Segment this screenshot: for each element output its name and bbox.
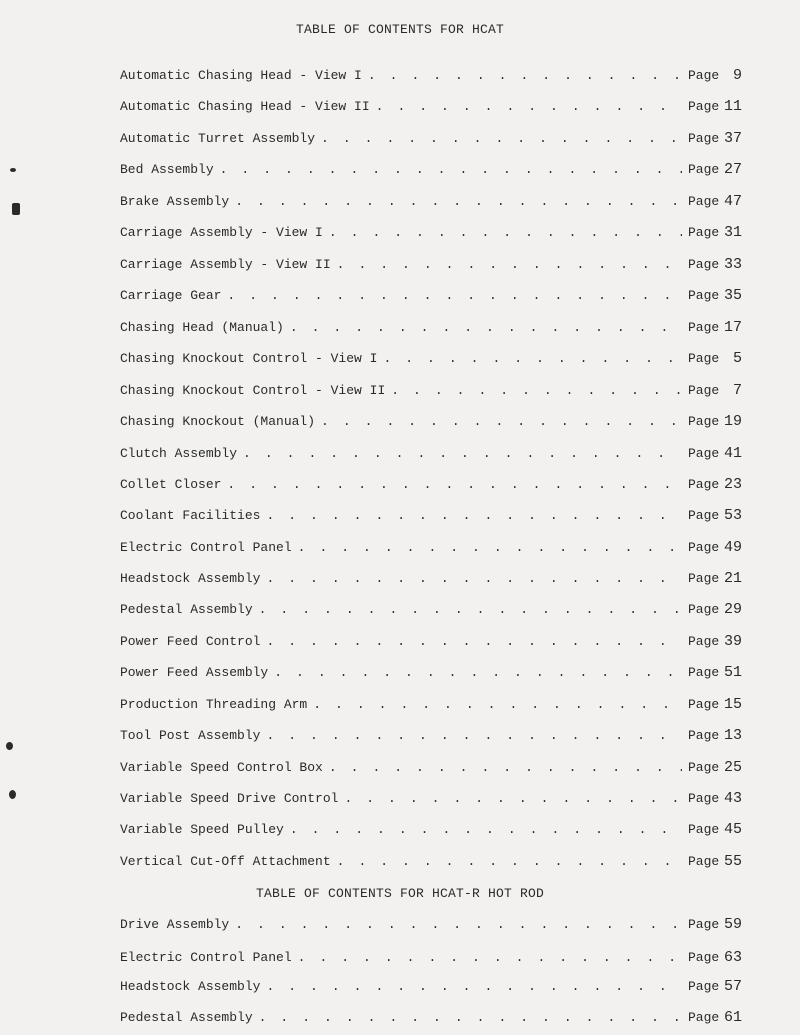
- scan-speck: [9, 790, 16, 799]
- toc-page-ref: [688, 664, 742, 681]
- toc-page-number: 61: [723, 1009, 742, 1026]
- toc-entry: [120, 193, 742, 213]
- toc-entry-label: Coolant Facilities: [120, 508, 261, 523]
- toc-entry-label: Automatic Chasing Head - View I: [120, 68, 362, 83]
- toc-page-number: 21: [723, 570, 742, 587]
- toc-entry-label: Production Threading Arm: [120, 697, 308, 712]
- toc-page-word: Page: [688, 697, 720, 712]
- toc-entry-label: Headstock Assembly: [120, 571, 261, 586]
- toc-entry-label: Power Feed Assembly: [120, 665, 269, 680]
- toc-dot-leader: [220, 162, 682, 177]
- toc-page-number: 41: [723, 445, 742, 462]
- toc-dot-leader: [266, 571, 682, 586]
- toc-page-number: 33: [723, 256, 742, 273]
- toc-entry-label: Chasing Head (Manual): [120, 320, 284, 335]
- toc-entry-label: Pedestal Assembly: [120, 602, 253, 617]
- toc-page-number: 39: [723, 633, 742, 650]
- toc-entry: [120, 161, 742, 181]
- toc-entry: [120, 1009, 742, 1029]
- toc-page-word: Page: [688, 257, 720, 272]
- toc-entry-label: Carriage Gear: [120, 288, 222, 303]
- toc-entry: [120, 949, 742, 969]
- toc-page-word: Page: [688, 288, 720, 303]
- toc-entry-label: Tool Post Assembly: [120, 728, 261, 743]
- toc-dot-leader: [227, 288, 682, 303]
- toc-page-number: 9: [732, 67, 742, 84]
- toc-page-ref: [688, 287, 742, 304]
- toc-page-ref: [688, 978, 742, 995]
- toc-page-number: 63: [723, 949, 742, 966]
- toc-entry-label: Electric Control Panel: [120, 540, 292, 555]
- toc-entry-label: Pedestal Assembly: [120, 1010, 253, 1025]
- toc-entry: [120, 476, 742, 496]
- toc-dot-leader: [235, 917, 682, 932]
- toc-page-word: Page: [688, 540, 720, 555]
- toc-page-number: 49: [723, 539, 742, 556]
- toc-dot-leader: [321, 414, 682, 429]
- toc-entry: [120, 224, 742, 244]
- toc-page-ref: [688, 601, 742, 618]
- toc-dot-leader: [274, 665, 682, 680]
- toc-dot-leader: [266, 634, 682, 649]
- toc-entry-label: Electric Control Panel: [120, 950, 292, 965]
- toc-dot-leader: [290, 320, 682, 335]
- toc-entry-label: Brake Assembly: [120, 194, 230, 209]
- toc-entry: [120, 445, 742, 465]
- toc-dot-leader: [227, 477, 682, 492]
- toc-page-number: 53: [723, 507, 742, 524]
- toc-page-number: 29: [723, 601, 742, 618]
- toc-dot-leader: [259, 1010, 682, 1025]
- toc-page-number: 59: [723, 916, 742, 933]
- toc-page-ref: [688, 1009, 742, 1026]
- toc-page-ref: [688, 413, 742, 430]
- toc-entry-label: Automatic Turret Assembly: [120, 131, 316, 146]
- toc-dot-leader: [337, 854, 682, 869]
- toc-page-word: Page: [688, 854, 720, 869]
- toc-dot-leader: [266, 979, 682, 994]
- toc-entry-label: Chasing Knockout Control - View II: [120, 383, 386, 398]
- toc-entry-label: Headstock Assembly: [120, 979, 261, 994]
- toc-page-word: Page: [688, 728, 720, 743]
- toc-page-ref: [688, 319, 742, 336]
- toc-page-number: 19: [723, 413, 742, 430]
- toc-page-word: Page: [688, 68, 720, 83]
- toc-page-number: 11: [723, 98, 742, 115]
- toc-entry: [120, 759, 742, 779]
- toc-page-number: 47: [723, 193, 742, 210]
- toc-page-word: Page: [688, 414, 720, 429]
- toc-page-number: 43: [723, 790, 742, 807]
- toc-page-ref: [688, 224, 742, 241]
- toc-page-ref: [688, 696, 742, 713]
- toc-page-number: 23: [723, 476, 742, 493]
- toc-entry: [120, 507, 742, 527]
- toc-entry: [120, 916, 742, 936]
- toc-page-number: 13: [723, 727, 742, 744]
- toc-page-word: Page: [688, 979, 720, 994]
- toc-entry: [120, 67, 742, 87]
- toc-page-ref: [688, 539, 742, 556]
- toc-page-ref: [688, 130, 742, 147]
- section-title-hcat-r: TABLE OF CONTENTS FOR HCAT-R HOT ROD: [255, 886, 545, 901]
- toc-page-number: 7: [732, 382, 742, 399]
- toc-dot-leader: [368, 68, 682, 83]
- toc-entry: [120, 98, 742, 118]
- toc-page-word: Page: [688, 320, 720, 335]
- toc-dot-leader: [391, 383, 682, 398]
- toc-dot-leader: [235, 194, 682, 209]
- toc-page-word: Page: [688, 194, 720, 209]
- toc-page-number: 35: [723, 287, 742, 304]
- toc-entry-label: Variable Speed Control Box: [120, 760, 323, 775]
- toc-entry: [120, 664, 742, 684]
- toc-dot-leader: [266, 728, 682, 743]
- toc-page-ref: [688, 570, 742, 587]
- toc-entry: [120, 570, 742, 590]
- toc-dot-leader: [383, 351, 682, 366]
- toc-dot-leader: [243, 446, 682, 461]
- toc-page-number: 45: [723, 821, 742, 838]
- toc-entry: [120, 256, 742, 276]
- toc-page-word: Page: [688, 508, 720, 523]
- toc-page-word: Page: [688, 162, 720, 177]
- toc-page-number: 51: [723, 664, 742, 681]
- toc-entry: [120, 350, 742, 370]
- toc-entry: [120, 287, 742, 307]
- toc-page-number: 37: [723, 130, 742, 147]
- toc-entry-label: Carriage Assembly - View II: [120, 257, 331, 272]
- toc-page-ref: [688, 916, 742, 933]
- toc-entry-label: Variable Speed Drive Control: [120, 791, 339, 806]
- toc-dot-leader: [290, 822, 682, 837]
- toc-page-ref: [688, 507, 742, 524]
- toc-entry: [120, 978, 742, 998]
- toc-entry: [120, 790, 742, 810]
- toc-entry: [120, 696, 742, 716]
- toc-page-number: 17: [723, 319, 742, 336]
- toc-dot-leader: [313, 697, 682, 712]
- toc-page-ref: [688, 445, 742, 462]
- toc-page-word: Page: [688, 791, 720, 806]
- toc-entry: [120, 821, 742, 841]
- toc-entry: [120, 319, 742, 339]
- toc-page-ref: [688, 476, 742, 493]
- toc-page-ref: [688, 161, 742, 178]
- toc-page-ref: [688, 633, 742, 650]
- toc-page-word: Page: [688, 351, 720, 366]
- toc-page-number: 57: [723, 978, 742, 995]
- toc-entry: [120, 130, 742, 150]
- toc-page-number: 25: [723, 759, 742, 776]
- toc-dot-leader: [259, 602, 682, 617]
- toc-page-word: Page: [688, 225, 720, 240]
- toc-page-ref: [688, 949, 742, 966]
- toc-page-ref: [688, 727, 742, 744]
- toc-entry-label: Clutch Assembly: [120, 446, 238, 461]
- toc-entry: [120, 413, 742, 433]
- section-title-hcat: TABLE OF CONTENTS FOR HCAT: [295, 22, 505, 37]
- toc-entry: [120, 853, 742, 873]
- toc-page-number: 15: [723, 696, 742, 713]
- toc-entry-label: Chasing Knockout (Manual): [120, 414, 316, 429]
- toc-page-ref: [688, 821, 742, 838]
- toc-page-number: 55: [723, 853, 742, 870]
- toc-dot-leader: [266, 508, 682, 523]
- toc-page-word: Page: [688, 760, 720, 775]
- toc-entry-label: Carriage Assembly - View I: [120, 225, 323, 240]
- toc-page-ref: [688, 759, 742, 776]
- toc-page-word: Page: [688, 634, 720, 649]
- toc-page-ref: [688, 350, 742, 367]
- toc-entry: [120, 727, 742, 747]
- toc-dot-leader: [337, 257, 682, 272]
- toc-page-word: Page: [688, 446, 720, 461]
- toc-page-ref: [688, 193, 742, 210]
- toc-page-ref: [688, 853, 742, 870]
- toc-entry: [120, 382, 742, 402]
- toc-entry-label: Vertical Cut-Off Attachment: [120, 854, 331, 869]
- toc-dot-leader: [344, 791, 682, 806]
- toc-page-number: 5: [732, 350, 742, 367]
- toc-page-ref: [688, 98, 742, 115]
- scan-speck: [10, 168, 16, 172]
- scan-speck: [6, 742, 13, 750]
- toc-page-word: Page: [688, 665, 720, 680]
- toc-dot-leader: [298, 540, 682, 555]
- toc-entry-label: Power Feed Control: [120, 634, 261, 649]
- toc-page-word: Page: [688, 571, 720, 586]
- toc-page-ref: [688, 67, 742, 84]
- toc-entry-label: Chasing Knockout Control - View I: [120, 351, 378, 366]
- toc-page-ref: [688, 256, 742, 273]
- toc-dot-leader: [376, 99, 682, 114]
- toc-entry-label: Automatic Chasing Head - View II: [120, 99, 370, 114]
- scan-speck: [12, 203, 20, 215]
- toc-dot-leader: [329, 225, 682, 240]
- toc-page-word: Page: [688, 99, 720, 114]
- toc-entry: [120, 633, 742, 653]
- toc-entry-label: Collet Closer: [120, 477, 222, 492]
- toc-page-word: Page: [688, 131, 720, 146]
- toc-page-word: Page: [688, 917, 720, 932]
- toc-page-word: Page: [688, 602, 720, 617]
- toc-page-word: Page: [688, 822, 720, 837]
- toc-dot-leader: [321, 131, 682, 146]
- toc-page-number: 31: [723, 224, 742, 241]
- toc-entry-label: Drive Assembly: [120, 917, 230, 932]
- toc-page-number: 27: [723, 161, 742, 178]
- toc-page-ref: [688, 382, 742, 399]
- toc-entry: [120, 539, 742, 559]
- toc-entry: [120, 601, 742, 621]
- toc-entry-label: Variable Speed Pulley: [120, 822, 284, 837]
- toc-dot-leader: [329, 760, 682, 775]
- toc-dot-leader: [298, 950, 682, 965]
- toc-page-word: Page: [688, 383, 720, 398]
- toc-page-word: Page: [688, 950, 720, 965]
- toc-page-word: Page: [688, 477, 720, 492]
- toc-page-ref: [688, 790, 742, 807]
- toc-entry-label: Bed Assembly: [120, 162, 214, 177]
- toc-page-word: Page: [688, 1010, 720, 1025]
